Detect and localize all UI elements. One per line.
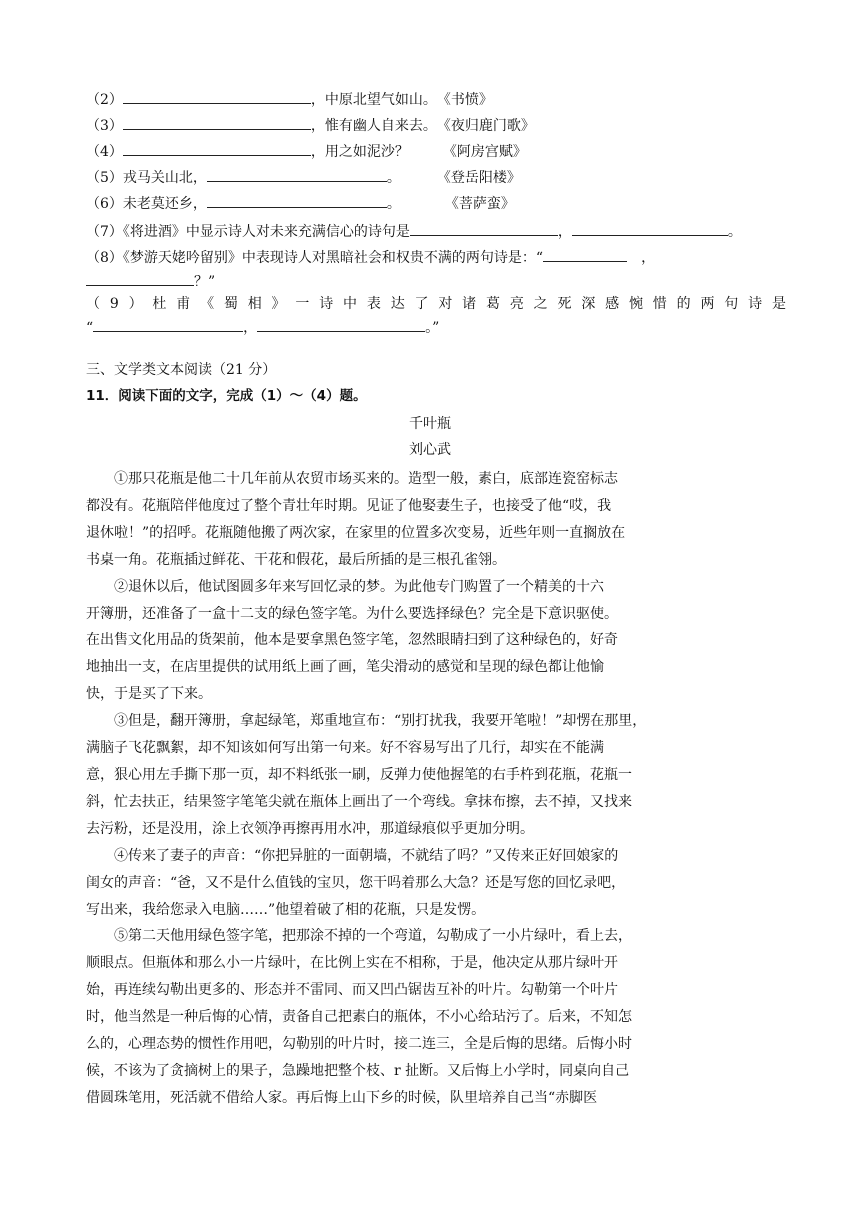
question-8-line-2 — [86, 270, 215, 292]
question-9-char: 诗 — [319, 296, 334, 312]
poem-source: 《书愤》 — [436, 92, 493, 108]
article-line: 开簿册，还准备了一盒十二支的绿色签字笔。为什么要选择绿色？完全是下意识驱使。 — [86, 605, 618, 622]
question-9-char: 对 — [438, 296, 453, 312]
article-line: 退休啦！”的招呼。花瓶随他搬了两次家，在家里的位置多次变易，近些年则一直搁放在 — [86, 524, 626, 541]
question-9-char: 诗 — [748, 296, 763, 312]
article-line: 斜，忙去扶正，结果签字笔笔尖就在瓶体上画出了一个弯线。拿抹布擦，去不掉，又找来 — [86, 793, 632, 810]
article-line: 快，于是买了下来。 — [86, 686, 212, 703]
answer-blank[interactable] — [86, 270, 194, 286]
question-number: （4） — [86, 144, 123, 160]
article-body — [86, 466, 676, 1112]
question-3-line — [86, 114, 535, 136]
article-line: ②退休以后，他试图圆多年来写回忆录的梦。为此他专门购置了一个精美的十六 — [114, 578, 604, 595]
question-9-char: 《 — [200, 296, 215, 312]
question-5-line — [86, 166, 521, 188]
answer-blank[interactable] — [410, 220, 558, 236]
question-9-char: 杜 — [152, 296, 167, 312]
question-9-char: 9 — [109, 296, 119, 312]
poem-source: 《阿房宫赋》 — [442, 144, 527, 160]
poem-text: 。 — [386, 196, 401, 212]
punctuation: 。 — [727, 224, 742, 240]
poem-text: 未老莫还乡， — [122, 196, 207, 212]
question-9-char: 中 — [343, 296, 358, 312]
question-number: （5） — [86, 170, 123, 186]
answer-blank[interactable] — [257, 316, 425, 332]
article-line: 都没有。花瓶陪伴他度过了整个青壮年时期。见证了他娶妻生子，也接受了他“哎，我 — [86, 497, 612, 514]
poem-text: ，用之如泥沙？ — [310, 144, 409, 160]
punctuation: 。” — [425, 320, 440, 336]
answer-blank[interactable] — [93, 316, 243, 332]
question-9-char: 是 — [771, 296, 786, 312]
poem-source: 《登岳阳楼》 — [436, 170, 521, 186]
punctuation: ， — [243, 320, 258, 336]
article-line: ④传来了妻子的声音：“你把异脏的一面朝墙，不就结了吗？”又传来正好回娘家的 — [114, 847, 619, 864]
punctuation: ， — [641, 250, 656, 266]
answer-blank[interactable] — [572, 220, 728, 236]
poem-source: 《夜归鹿门歌》 — [436, 118, 535, 134]
article-line: 么的，心理态势的惯性作用吧，勾勒别的叶片时，接二连三，全是后悔的思绪。后悔小时 — [86, 1036, 632, 1053]
answer-blank[interactable] — [543, 246, 627, 262]
question-9-char: 》 — [271, 296, 286, 312]
question-11-prompt: 11．阅读下面的文字，完成（1）～（4）题。 — [86, 388, 367, 404]
question-9-char: 表 — [366, 296, 381, 312]
poem-text: ，惟有幽人自来去。 — [310, 118, 437, 134]
question-9-char: 惋 — [628, 296, 643, 312]
section-title: 三、文学类文本阅读（21 分） — [86, 362, 277, 378]
question-9-line-2 — [86, 316, 439, 338]
question-9-char: 甫 — [176, 296, 191, 312]
answer-blank[interactable] — [123, 114, 311, 130]
answer-blank[interactable] — [123, 140, 311, 156]
question-9-char: ） — [128, 296, 143, 312]
article-line: 满脑子飞花飘絮，却不知该如何写出第一句来。好不容易写出了几行，却实在不能满 — [86, 740, 604, 757]
question-9-char: 惜 — [652, 296, 667, 312]
question-9-char: 诸 — [462, 296, 477, 312]
answer-blank[interactable] — [207, 166, 387, 182]
poem-text: 。 — [386, 170, 401, 186]
question-9-char: 深 — [581, 296, 596, 312]
punctuation: ？” — [194, 274, 216, 290]
question-7-line — [86, 220, 742, 242]
question-9-char: 句 — [724, 296, 739, 312]
question-text: （7）《将进酒》中显示诗人对未来充满信心的诗句是 — [86, 224, 410, 240]
poem-text: ，中原北望气如山。 — [310, 92, 437, 108]
question-number: （6） — [86, 196, 123, 212]
article-line: 时，他当然是一种后悔的心情，责备自己把素白的瓶体，不小心给玷污了。后来，不知怎 — [86, 1009, 632, 1026]
question-number: （3） — [86, 118, 123, 134]
question-9-char: 蜀 — [223, 296, 238, 312]
article-line: ③但是，翻开簿册，拿起绿笔，郑重地宣布：“别打扰我，我要开笔啦！”却愣在那里， — [114, 713, 647, 730]
article-line: 去污粉，还是没用，涂上衣领净再擦再用水冲，那道绿痕似乎更加分明。 — [86, 820, 534, 837]
article-line: 始，再连续勾勒出更多的、形态并不雷同、而又凹凸锯齿互补的叶片。勾勒第一个叶片 — [86, 982, 618, 999]
poem-text: 戎马关山北， — [122, 170, 207, 186]
question-8-line — [86, 246, 655, 268]
question-9-char: 葛 — [486, 296, 500, 312]
question-number: （2） — [86, 92, 123, 108]
article-line: 闺女的声音：“爸，又不是什么值钱的宝贝，您干吗着那么大急？还是写您的回忆录吧， — [86, 874, 626, 891]
article-title: 千叶瓶 — [409, 416, 451, 432]
question-9-char: 之 — [533, 296, 548, 312]
question-9-line — [86, 294, 786, 314]
question-9-char: 相 — [247, 296, 262, 312]
answer-blank[interactable] — [207, 192, 387, 208]
question-9-char: 两 — [700, 296, 715, 312]
article-line: 候，不该为了贪摘树上的果子，急躁地把整个枝、r 扯断。又后悔上小学时，同桌向自己 — [86, 1062, 630, 1079]
answer-blank[interactable] — [123, 88, 311, 104]
question-9-char: 感 — [605, 296, 620, 312]
article-line: 意，狠心用左手撕下那一页，却不料纸张一刷，反弹力使他握笔的右手杵到花瓶，花瓶一 — [86, 766, 632, 783]
article-line: 写出来，我给您录入电脑……”他望着破了相的花瓶，只是发愣。 — [86, 901, 486, 918]
question-9-char: 死 — [557, 296, 572, 312]
article-line: 借圆珠笔用，死活就不借给人家。再后悔上山下乡的时候，队里培养自己当“赤脚医 — [86, 1089, 598, 1106]
article-line: 在出售文化用品的货架前，他本是要拿黑色签字笔，忽然眼睛扫到了这种绿色的，好奇 — [86, 632, 618, 649]
question-2-line — [86, 88, 493, 110]
poem-source: 《菩萨蛮》 — [444, 196, 515, 212]
article-line: ①那只花瓶是他二十几年前从农贸市场买来的。造型一般，素白，底部连瓷窑标志 — [114, 471, 618, 487]
article-author: 刘心武 — [409, 442, 451, 458]
article-line: 地抽出一支，在店里提供的试用纸上画了画，笔尖滑动的感觉和呈现的绿色都让他愉 — [86, 659, 604, 676]
question-6-line — [86, 192, 515, 214]
article-line: 顺眼点。但瓶体和那么小一片绿叶，在比例上实在不相称，于是，他决定从那片绿叶开 — [86, 955, 618, 972]
punctuation: “ — [86, 320, 94, 336]
question-9-char: 亮 — [509, 296, 524, 312]
question-4-line — [86, 140, 527, 162]
question-text: （8）《梦游天姥吟留别》中表现诗人对黑暗社会和权贵不满的两句诗是：“ — [86, 250, 544, 266]
question-9-char: 了 — [414, 296, 429, 312]
question-9-char: 达 — [390, 296, 405, 312]
question-9-char: 的 — [676, 296, 691, 312]
article-line: 书桌一角。花瓶插过鲜花、干花和假花，最后所插的是三根孔雀翎。 — [86, 551, 506, 568]
question-9-char: 一 — [295, 296, 310, 312]
punctuation: ， — [557, 224, 572, 240]
article-line: ⑤第二天他用绿色签字笔，把那涂不掉的一个弯道，勾勒成了一小片绿叶，看上去， — [114, 928, 632, 945]
question-9-char: （ — [86, 296, 100, 312]
